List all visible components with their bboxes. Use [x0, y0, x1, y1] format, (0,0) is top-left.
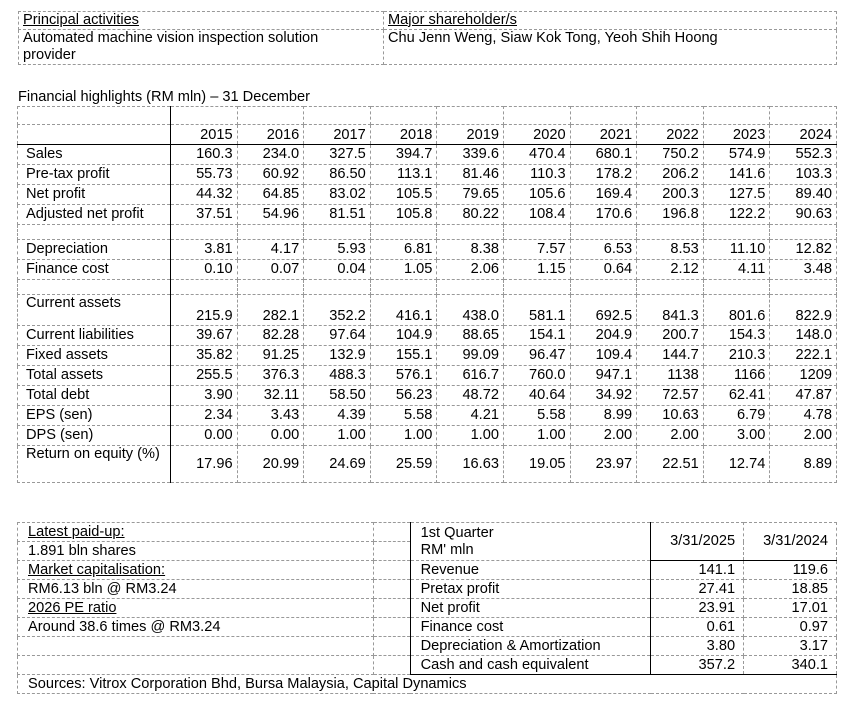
row-value: 105.5 — [370, 185, 437, 205]
row-value: 3.43 — [237, 406, 304, 426]
year-header: 2024 — [770, 125, 837, 145]
financial-row — [18, 386, 837, 406]
row-value: 1.05 — [370, 260, 437, 280]
row-value: 17.96 — [171, 446, 238, 483]
row-value: 105.6 — [503, 185, 570, 205]
quarter-row-v2: 17.01 — [744, 599, 837, 618]
quarter-col1-header: 3/31/2025 — [651, 523, 744, 561]
row-value: 282.1 — [237, 295, 304, 326]
row-value: 122.2 — [703, 205, 770, 225]
row-value: 2.00 — [637, 426, 704, 446]
row-value: 0.07 — [237, 260, 304, 280]
row-value: 155.1 — [370, 346, 437, 366]
financial-row — [18, 406, 837, 426]
row-value: 947.1 — [570, 366, 637, 386]
row-label: EPS (sen) — [18, 406, 171, 426]
row-value: 79.65 — [437, 185, 504, 205]
row-value: 4.17 — [237, 240, 304, 260]
row-value: 196.8 — [637, 205, 704, 225]
row-value: 108.4 — [503, 205, 570, 225]
row-value: 1209 — [770, 366, 837, 386]
financial-row — [18, 346, 837, 366]
left-info-2: Market capitalisation: — [18, 561, 374, 580]
row-value: 1166 — [703, 366, 770, 386]
row-value: 4.21 — [437, 406, 504, 426]
year-header: 2022 — [637, 125, 704, 145]
row-value: 47.87 — [770, 386, 837, 406]
row-value: 88.65 — [437, 326, 504, 346]
row-value: 2.12 — [637, 260, 704, 280]
row-value: 692.5 — [570, 295, 637, 326]
row-value: 8.53 — [637, 240, 704, 260]
row-value: 91.25 — [237, 346, 304, 366]
quarter-col2-header: 3/31/2024 — [744, 523, 837, 561]
left-info-1: 1.891 bln shares — [18, 542, 374, 561]
row-value: 470.4 — [503, 145, 570, 165]
year-header: 2019 — [437, 125, 504, 145]
row-value: 760.0 — [503, 366, 570, 386]
row-value: 48.72 — [437, 386, 504, 406]
row-value: 96.47 — [503, 346, 570, 366]
financial-row — [18, 185, 837, 205]
row-label: Return on equity (%) — [18, 446, 171, 483]
row-value: 552.3 — [770, 145, 837, 165]
row-value: 62.41 — [703, 386, 770, 406]
row-value: 215.9 — [171, 295, 238, 326]
financial-highlights-title: Financial highlights (RM mln) – 31 December — [18, 89, 310, 105]
row-value: 394.7 — [370, 145, 437, 165]
quarter-row-v2: 340.1 — [744, 656, 837, 675]
financial-row — [18, 260, 837, 280]
row-value: 352.2 — [304, 295, 371, 326]
row-value: 12.82 — [770, 240, 837, 260]
row-value: 2.34 — [171, 406, 238, 426]
financial-row — [18, 446, 837, 483]
row-value: 148.0 — [770, 326, 837, 346]
row-value: 89.40 — [770, 185, 837, 205]
year-header: 2021 — [570, 125, 637, 145]
row-label: Total debt — [18, 386, 171, 406]
row-value: 178.2 — [570, 165, 637, 185]
row-value: 141.6 — [703, 165, 770, 185]
row-label: Pre-tax profit — [18, 165, 171, 185]
spacer-row — [18, 225, 837, 240]
row-value: 1.00 — [503, 426, 570, 446]
shareholders-label: Major shareholder/s — [384, 12, 837, 30]
activities-value-line1: Automated machine vision inspection solution — [23, 30, 319, 46]
row-value: 5.93 — [304, 240, 371, 260]
row-value: 200.3 — [637, 185, 704, 205]
quarter-row-label: Revenue — [410, 561, 651, 580]
row-value: 16.63 — [437, 446, 504, 483]
row-value: 90.63 — [770, 205, 837, 225]
left-info-3: RM6.13 bln @ RM3.24 — [18, 580, 374, 599]
row-label: Adjusted net profit — [18, 205, 171, 225]
row-value: 81.46 — [437, 165, 504, 185]
row-value: 110.3 — [503, 165, 570, 185]
shareholders-value: Chu Jenn Weng, Siaw Kok Tong, Yeoh Shih Hoong — [384, 30, 837, 65]
row-value: 7.57 — [503, 240, 570, 260]
row-value: 1.00 — [437, 426, 504, 446]
row-value: 23.97 — [570, 446, 637, 483]
quarter-row-v1: 357.2 — [651, 656, 744, 675]
row-value: 40.64 — [503, 386, 570, 406]
row-value: 86.50 — [304, 165, 371, 185]
financial-row — [18, 295, 837, 326]
row-value: 1.15 — [503, 260, 570, 280]
row-value: 58.50 — [304, 386, 371, 406]
quarter-row-label: Finance cost — [410, 618, 651, 637]
row-value: 8.89 — [770, 446, 837, 483]
row-value: 2.06 — [437, 260, 504, 280]
row-value: 2.00 — [570, 426, 637, 446]
row-value: 32.11 — [237, 386, 304, 406]
quarter-row-v1: 0.61 — [651, 618, 744, 637]
row-value: 6.79 — [703, 406, 770, 426]
financial-row — [18, 205, 837, 225]
row-value: 576.1 — [370, 366, 437, 386]
quarter-row-v1: 23.91 — [651, 599, 744, 618]
row-value: 8.99 — [570, 406, 637, 426]
row-value: 11.10 — [703, 240, 770, 260]
activities-value-line2: provider — [23, 47, 76, 63]
row-label: DPS (sen) — [18, 426, 171, 446]
row-value: 234.0 — [237, 145, 304, 165]
row-value: 3.81 — [171, 240, 238, 260]
row-value: 113.1 — [370, 165, 437, 185]
row-value: 55.73 — [171, 165, 238, 185]
row-value: 841.3 — [637, 295, 704, 326]
row-value: 72.57 — [637, 386, 704, 406]
row-value: 20.99 — [237, 446, 304, 483]
row-value: 3.48 — [770, 260, 837, 280]
row-value: 6.53 — [570, 240, 637, 260]
row-value: 80.22 — [437, 205, 504, 225]
row-value: 822.9 — [770, 295, 837, 326]
left-info-4: 2026 PE ratio — [18, 599, 374, 618]
spacer-row — [18, 280, 837, 295]
row-value: 169.4 — [570, 185, 637, 205]
row-value: 2.00 — [770, 426, 837, 446]
row-value: 6.81 — [370, 240, 437, 260]
row-label: Sales — [18, 145, 171, 165]
row-value: 44.32 — [171, 185, 238, 205]
row-value: 104.9 — [370, 326, 437, 346]
quarter-row-label: Pretax profit — [410, 580, 651, 599]
row-value: 1.00 — [304, 426, 371, 446]
row-value: 10.63 — [637, 406, 704, 426]
row-value: 339.6 — [437, 145, 504, 165]
left-info-0: Latest paid-up: — [18, 523, 374, 542]
row-value: 255.5 — [171, 366, 238, 386]
row-value: 81.51 — [304, 205, 371, 225]
quarter-row-v2: 3.17 — [744, 637, 837, 656]
year-header: 2015 — [171, 125, 238, 145]
quarter-row-label: Net profit — [410, 599, 651, 618]
row-value: 12.74 — [703, 446, 770, 483]
row-value: 801.6 — [703, 295, 770, 326]
financial-row — [18, 145, 837, 165]
row-value: 488.3 — [304, 366, 371, 386]
row-value: 327.5 — [304, 145, 371, 165]
quarter-row-v2: 119.6 — [744, 561, 837, 580]
row-value: 82.28 — [237, 326, 304, 346]
row-value: 4.78 — [770, 406, 837, 426]
financial-row — [18, 326, 837, 346]
row-value: 574.9 — [703, 145, 770, 165]
row-value: 56.23 — [370, 386, 437, 406]
row-value: 35.82 — [171, 346, 238, 366]
row-value: 60.92 — [237, 165, 304, 185]
quarter-header — [410, 523, 651, 561]
row-label: Current liabilities — [18, 326, 171, 346]
row-value: 64.85 — [237, 185, 304, 205]
row-value: 99.09 — [437, 346, 504, 366]
row-value: 39.67 — [171, 326, 238, 346]
row-value: 438.0 — [437, 295, 504, 326]
year-header: 2023 — [703, 125, 770, 145]
row-value: 3.00 — [703, 426, 770, 446]
row-value: 206.2 — [637, 165, 704, 185]
quarter-row-label: Depreciation & Amortization — [410, 637, 651, 656]
quarter-row-v1: 3.80 — [651, 637, 744, 656]
financial-row — [18, 240, 837, 260]
financial-row — [18, 366, 837, 386]
year-header: 2017 — [304, 125, 371, 145]
year-header-row — [18, 125, 837, 145]
row-value: 750.2 — [637, 145, 704, 165]
row-value: 616.7 — [437, 366, 504, 386]
quarter-row-label: Cash and cash equivalent — [410, 656, 651, 675]
row-value: 83.02 — [304, 185, 371, 205]
row-value: 103.3 — [770, 165, 837, 185]
row-value: 210.3 — [703, 346, 770, 366]
row-value: 154.1 — [503, 326, 570, 346]
activities-label: Principal activities — [19, 12, 384, 30]
row-value: 0.00 — [171, 426, 238, 446]
row-value: 97.64 — [304, 326, 371, 346]
row-value: 680.1 — [570, 145, 637, 165]
financial-row — [18, 426, 837, 446]
row-label: Finance cost — [18, 260, 171, 280]
company-info-table — [18, 11, 837, 65]
row-value: 19.05 — [503, 446, 570, 483]
row-value: 416.1 — [370, 295, 437, 326]
left-info-5: Around 38.6 times @ RM3.24 — [18, 618, 374, 637]
row-value: 54.96 — [237, 205, 304, 225]
quarter-header-line2: RM' mln — [420, 541, 474, 558]
quarter-row-v2: 0.97 — [744, 618, 837, 637]
row-value: 160.3 — [171, 145, 238, 165]
spacer-row — [18, 107, 837, 125]
year-header: 2020 — [503, 125, 570, 145]
quarter-row-v1: 141.1 — [651, 561, 744, 580]
row-value: 376.3 — [237, 366, 304, 386]
row-value: 25.59 — [370, 446, 437, 483]
sources-note: Sources: Vitrox Corporation Bhd, Bursa Malaysia, Capital Dynamics — [18, 675, 837, 694]
row-label: Current assets — [18, 295, 171, 326]
row-value: 127.5 — [703, 185, 770, 205]
row-value: 0.04 — [304, 260, 371, 280]
quarter-row-v2: 18.85 — [744, 580, 837, 599]
row-value: 109.4 — [570, 346, 637, 366]
quarter-header-line1: 1st Quarter — [420, 524, 494, 541]
row-value: 37.51 — [171, 205, 238, 225]
row-value: 0.64 — [570, 260, 637, 280]
row-value: 24.69 — [304, 446, 371, 483]
row-value: 154.3 — [703, 326, 770, 346]
row-label: Depreciation — [18, 240, 171, 260]
financial-highlights-table — [17, 106, 837, 483]
year-header: 2016 — [237, 125, 304, 145]
row-value: 200.7 — [637, 326, 704, 346]
row-label: Fixed assets — [18, 346, 171, 366]
row-value: 0.10 — [171, 260, 238, 280]
row-value: 4.39 — [304, 406, 371, 426]
row-value: 204.9 — [570, 326, 637, 346]
row-value: 144.7 — [637, 346, 704, 366]
quarter-row-v1: 27.41 — [651, 580, 744, 599]
row-value: 0.00 — [237, 426, 304, 446]
row-label: Net profit — [18, 185, 171, 205]
row-value: 22.51 — [637, 446, 704, 483]
row-value: 5.58 — [370, 406, 437, 426]
row-value: 170.6 — [570, 205, 637, 225]
activities-value — [19, 30, 384, 65]
row-value: 1.00 — [370, 426, 437, 446]
row-value: 3.90 — [171, 386, 238, 406]
row-value: 5.58 — [503, 406, 570, 426]
row-value: 222.1 — [770, 346, 837, 366]
row-value: 8.38 — [437, 240, 504, 260]
bottom-info-table — [17, 522, 837, 694]
year-header: 2018 — [370, 125, 437, 145]
row-value: 4.11 — [703, 260, 770, 280]
row-value: 105.8 — [370, 205, 437, 225]
row-value: 132.9 — [304, 346, 371, 366]
row-value: 1138 — [637, 366, 704, 386]
row-label: Total assets — [18, 366, 171, 386]
financial-row — [18, 165, 837, 185]
row-value: 34.92 — [570, 386, 637, 406]
row-value: 581.1 — [503, 295, 570, 326]
